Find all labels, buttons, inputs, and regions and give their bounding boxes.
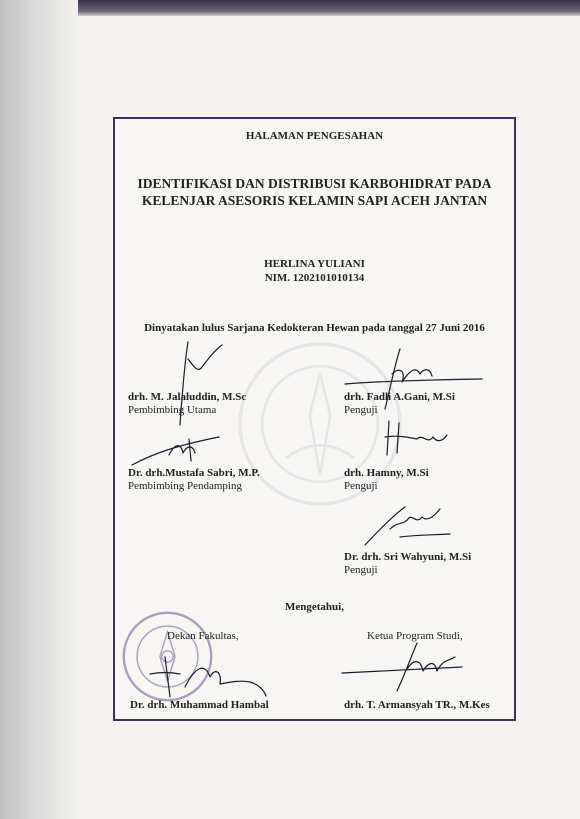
signature-examiner2 [377, 417, 452, 459]
thesis-title-line1: IDENTIFIKASI DAN DISTRIBUSI KARBOHIDRAT PADA [137, 176, 492, 191]
dean-name: Dr. drh. Muhammad Hambal [130, 699, 269, 711]
dean-role: Dekan Fakultas, [167, 630, 239, 642]
signature-program-head [337, 639, 467, 694]
signature-supervisor-assistant [129, 431, 224, 469]
examiner2-role: Penguji [344, 480, 378, 492]
examiner1-name: drh. Fadli A.Gani, M.Si [344, 391, 455, 403]
supervisor-assistant-name: Dr. drh.Mustafa Sabri, M.P. [128, 467, 260, 479]
scan-left-shadow [0, 0, 78, 819]
supervisor-main-role: Pembimbing Utama [128, 404, 217, 416]
examiner2-name: drh. Hamny, M.Si [344, 467, 429, 479]
author-name: HERLINA YULIANI [264, 258, 365, 270]
examiner3-name: Dr. drh. Sri Wahyuni, M.Si [344, 551, 472, 563]
approval-page-frame [113, 117, 516, 721]
signature-examiner3 [360, 499, 455, 549]
program-head-name: drh. T. Armansyah TR., M.Kes [344, 699, 490, 711]
signature-dean [140, 652, 270, 702]
supervisor-assistant-role: Pembimbing Pendamping [128, 480, 242, 492]
acknowledged-label: Mengetahui, [285, 601, 344, 613]
examiner3-role: Penguji [344, 564, 378, 576]
thesis-title-line2: KELENJAR ASESORIS KELAMIN SAPI ACEH JANTAN [141, 193, 488, 208]
scan-top-edge [0, 0, 580, 16]
program-head-role: Ketua Program Studi, [367, 630, 463, 642]
examiner1-role: Penguji [344, 404, 378, 416]
page-heading: HALAMAN PENGESAHAN [245, 130, 384, 142]
supervisor-main-name: drh. M. Jalaluddin, M.Sc [128, 391, 247, 403]
author-nim: NIM. 1202101010134 [264, 272, 365, 284]
passed-statement: Dinyatakan lulus Sarjana Kedokteran Hewan pada tanggal 27 Juni 2016 [144, 322, 485, 334]
